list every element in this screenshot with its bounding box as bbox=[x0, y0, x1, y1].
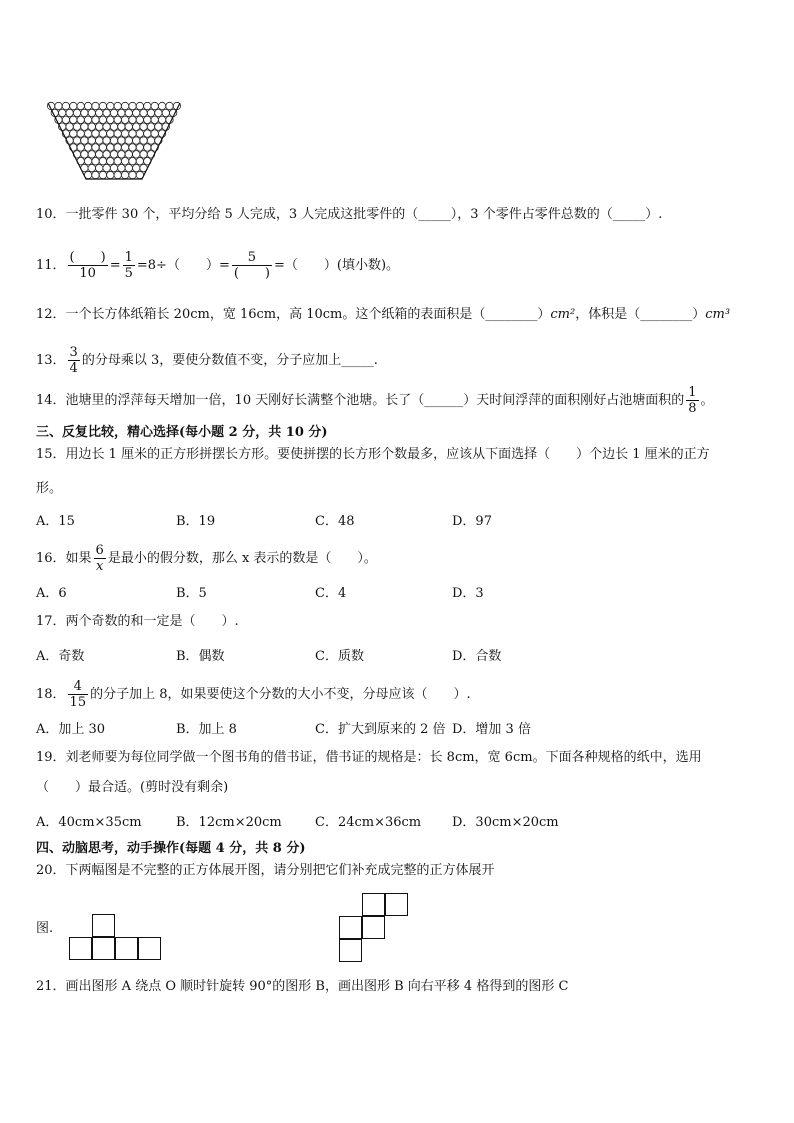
question-15-line1: 15．用边长 1 厘米的正方形拼摆长方形。要使拼摆的长方形个数最多，应该从下面选择（ ）个边长 1 厘米的正方 bbox=[36, 447, 710, 462]
question-17: 17．两个奇数的和一定是（ ）. bbox=[36, 614, 239, 629]
pipe-circle bbox=[96, 151, 103, 158]
pipe-circle bbox=[70, 116, 77, 123]
pipe-circle bbox=[62, 116, 69, 123]
net2-square bbox=[339, 939, 362, 962]
pipe-circle bbox=[96, 123, 103, 130]
pipe-circle bbox=[62, 102, 69, 109]
pipe-circle bbox=[92, 102, 99, 109]
pipe-circle bbox=[73, 109, 80, 116]
stacked-pipes-figure bbox=[46, 100, 182, 182]
q15-option-d: D．97 bbox=[452, 514, 492, 529]
net1-square bbox=[92, 937, 115, 960]
pipe-circle bbox=[81, 123, 88, 130]
q11-number: 11． bbox=[36, 258, 66, 273]
pipe-circle bbox=[114, 144, 121, 151]
net2-square bbox=[362, 893, 385, 916]
pipe-circle bbox=[81, 137, 88, 144]
q17-option-d: D．合数 bbox=[452, 649, 502, 664]
pipe-circle bbox=[133, 109, 140, 116]
pipe-circle bbox=[99, 116, 106, 123]
pipe-circle bbox=[66, 109, 73, 116]
q16-option-b: B．5 bbox=[176, 586, 207, 601]
pipe-circle bbox=[88, 137, 95, 144]
section-4-heading: 四、动脑思考，动手操作(每题 4 分，共 8 分) bbox=[36, 841, 306, 856]
pipe-circle bbox=[158, 116, 165, 123]
question-14: 14．池塘里的浮萍每天增加一倍，10 天刚好长满整个池塘。长了（______）天时间浮萍的面积刚好占池塘面积的 $\frac{1}{8}$ 。 bbox=[36, 385, 714, 416]
pipe-circle bbox=[121, 158, 128, 165]
question-16: 16．如果 $\frac{6}{x}$ 是最小的假分数，那么 x 表示的数是（ ）。 bbox=[36, 543, 377, 574]
pipe-circle bbox=[96, 164, 103, 171]
question-20-line2: 图. bbox=[36, 921, 54, 936]
pipe-circle bbox=[118, 137, 125, 144]
net2-square bbox=[339, 916, 362, 939]
pipe-circle bbox=[110, 109, 117, 116]
pipe-circle bbox=[107, 158, 114, 165]
pipe-circle bbox=[88, 109, 95, 116]
pipe-circle bbox=[59, 109, 66, 116]
q19-option-c: C．24cm×36cm bbox=[315, 815, 422, 830]
pipe-circle bbox=[99, 171, 106, 178]
pipe-circle bbox=[107, 171, 114, 178]
pipe-circle bbox=[73, 137, 80, 144]
pipe-circle bbox=[88, 123, 95, 130]
pipe-circle bbox=[129, 144, 136, 151]
question-11: 11． $\frac{( )}{10}$ = $\frac{1}{5}$ =8÷（ ）= $\frac{5}{( )}$ =（ ）(填小数)。 bbox=[36, 250, 400, 281]
pipe-circle bbox=[121, 171, 128, 178]
question-21: 21．画出图形 A 绕点 O 顺时针旋转 90°的图形 B，画出图形 B 向右平移 4 格得到的图形 C bbox=[36, 979, 569, 994]
pipe-circle bbox=[151, 102, 158, 109]
pipe-circle bbox=[136, 116, 143, 123]
pipe-circle bbox=[103, 164, 110, 171]
pipe-circle bbox=[99, 144, 106, 151]
fraction-5-over-blank: $\frac{5}{( )}$ bbox=[233, 250, 270, 281]
pipe-circle bbox=[114, 130, 121, 137]
q16-option-c: C．4 bbox=[315, 586, 347, 601]
pipe-circle bbox=[133, 164, 140, 171]
pipe-circle bbox=[144, 102, 151, 109]
pipe-circle bbox=[99, 130, 106, 137]
fraction-3-4: $\frac{3}{4}$ bbox=[69, 345, 78, 376]
pipe-circle bbox=[125, 123, 132, 130]
pipe-circle bbox=[129, 116, 136, 123]
pipe-circle bbox=[110, 151, 117, 158]
pipe-circle bbox=[103, 137, 110, 144]
pipe-circle bbox=[99, 102, 106, 109]
pipe-circle bbox=[114, 116, 121, 123]
pipe-circle bbox=[107, 102, 114, 109]
pipe-circle bbox=[147, 137, 154, 144]
pipe-circle bbox=[66, 123, 73, 130]
pipe-circle bbox=[136, 144, 143, 151]
pipe-circle bbox=[155, 109, 162, 116]
pipe-circle bbox=[92, 171, 99, 178]
pipe-circle bbox=[151, 130, 158, 137]
pipe-circle bbox=[77, 144, 84, 151]
pipe-circle bbox=[77, 116, 84, 123]
pipe-circle bbox=[77, 102, 84, 109]
pipe-circle bbox=[121, 130, 128, 137]
fraction-4-15: $\frac{4}{15}$ bbox=[69, 679, 87, 710]
section-3-heading: 三、反复比较，精心选择(每小题 2 分，共 10 分) bbox=[36, 425, 328, 440]
question-19-line2: （ ）最合适。(剪时没有剩余) bbox=[36, 780, 229, 795]
pipe-circle bbox=[144, 130, 151, 137]
pipe-circle bbox=[84, 130, 91, 137]
pipe-circle bbox=[121, 144, 128, 151]
q18-option-b: B．加上 8 bbox=[176, 722, 237, 737]
fraction-6-x: $\frac{6}{x}$ bbox=[95, 543, 104, 574]
net1-square bbox=[138, 937, 161, 960]
pipe-circle bbox=[133, 151, 140, 158]
pipe-circle bbox=[110, 164, 117, 171]
pipe-circle bbox=[140, 109, 147, 116]
q18-option-a: A．加上 30 bbox=[36, 722, 106, 737]
q17-option-b: B．偶数 bbox=[176, 649, 225, 664]
pipe-circle bbox=[84, 158, 91, 165]
pipe-circle bbox=[81, 151, 88, 158]
pipe-circle bbox=[166, 102, 173, 109]
pipe-circle bbox=[162, 109, 169, 116]
pipe-circle bbox=[92, 144, 99, 151]
pipe-circle bbox=[118, 123, 125, 130]
q19-option-b: B．12cm×20cm bbox=[176, 815, 282, 830]
pipe-circle bbox=[110, 123, 117, 130]
pipe-circle bbox=[118, 109, 125, 116]
question-10: 10．一批零件 30 个，平均分给 5 人完成，3 人完成这批零件的（_____），3 个零件占零件总数的（_____）. bbox=[36, 207, 663, 222]
pipe-circle bbox=[107, 130, 114, 137]
net2-square bbox=[362, 916, 385, 939]
pipe-circle bbox=[103, 123, 110, 130]
q19-option-d: D．30cm×20cm bbox=[452, 815, 559, 830]
pipe-circle bbox=[88, 151, 95, 158]
pipe-circle bbox=[151, 116, 158, 123]
pipe-circle bbox=[114, 102, 121, 109]
pipe-circle bbox=[140, 123, 147, 130]
pipe-circle bbox=[92, 158, 99, 165]
pipe-circle bbox=[107, 144, 114, 151]
q17-option-a: A．奇数 bbox=[36, 649, 85, 664]
q17-option-c: C．质数 bbox=[315, 649, 364, 664]
pipe-circle bbox=[133, 137, 140, 144]
q15-option-c: C．48 bbox=[315, 514, 355, 529]
pipe-circle bbox=[103, 151, 110, 158]
pipe-circle bbox=[103, 109, 110, 116]
pipe-circle bbox=[129, 102, 136, 109]
pipe-circle bbox=[136, 130, 143, 137]
pipe-circle bbox=[92, 116, 99, 123]
pipe-circle bbox=[140, 151, 147, 158]
pipe-circle bbox=[133, 123, 140, 130]
net1-square bbox=[69, 937, 92, 960]
question-15-line2: 形。 bbox=[36, 481, 63, 496]
pipe-circle bbox=[136, 102, 143, 109]
question-13: 13． $\frac{3}{4}$ 的分母乘以 3，要使分数值不变，分子应加上_____. bbox=[36, 345, 378, 376]
q16-option-a: A．6 bbox=[36, 586, 67, 601]
pipe-circle bbox=[140, 137, 147, 144]
q15-option-a: A．15 bbox=[36, 514, 75, 529]
pipe-circle bbox=[155, 123, 162, 130]
q15-option-b: B．19 bbox=[176, 514, 216, 529]
pipe-circle bbox=[77, 130, 84, 137]
pipe-circle bbox=[84, 144, 91, 151]
pipe-circle bbox=[110, 137, 117, 144]
net2-square bbox=[385, 893, 408, 916]
question-20-line1: 20．下两幅图是不完整的正方体展开图，请分别把它们补充成完整的正方体展开 bbox=[36, 863, 495, 878]
pipe-circle bbox=[158, 102, 165, 109]
pipe-circle bbox=[92, 130, 99, 137]
pipe-circle bbox=[129, 130, 136, 137]
pipe-circle bbox=[121, 102, 128, 109]
pipe-circle bbox=[147, 123, 154, 130]
pipe-circle bbox=[125, 151, 132, 158]
pipe-circle bbox=[81, 109, 88, 116]
pipe-circle bbox=[114, 171, 121, 178]
question-19-line1: 19．刘老师要为每位同学做一个图书角的借书证，借书证的规格是：长 8cm，宽 6cm。下面各种规格的纸中，选用 bbox=[36, 750, 702, 765]
pipe-circle bbox=[125, 137, 132, 144]
q18-option-c: C．扩大到原来的 2 倍 bbox=[315, 722, 446, 737]
fraction-1-8: $\frac{1}{8}$ bbox=[688, 385, 697, 416]
pipe-circle bbox=[118, 164, 125, 171]
q18-option-d: D．增加 3 倍 bbox=[452, 722, 531, 737]
pipe-circle bbox=[70, 130, 77, 137]
fraction-1-5: $\frac{1}{5}$ bbox=[124, 250, 133, 281]
pipe-circle bbox=[125, 109, 132, 116]
pipe-circle bbox=[73, 123, 80, 130]
fraction-blank-over-10: $\frac{( )}{10}$ bbox=[69, 250, 106, 281]
pipe-circle bbox=[147, 109, 154, 116]
pipe-circle bbox=[136, 158, 143, 165]
pipe-circle bbox=[125, 164, 132, 171]
pipe-circle bbox=[144, 144, 151, 151]
pipe-circle bbox=[144, 116, 151, 123]
pipe-circle bbox=[129, 158, 136, 165]
pipe-circle bbox=[99, 158, 106, 165]
pipe-circle bbox=[55, 102, 62, 109]
pipe-circle bbox=[118, 151, 125, 158]
pipe-circle bbox=[96, 109, 103, 116]
net1-square bbox=[92, 914, 115, 937]
q19-option-a: A．40cm×35cm bbox=[36, 815, 142, 830]
pipe-circle bbox=[114, 158, 121, 165]
pipe-circle bbox=[84, 102, 91, 109]
q16-option-d: D．3 bbox=[452, 586, 484, 601]
pipe-circle bbox=[70, 102, 77, 109]
net1-square bbox=[115, 937, 138, 960]
pipe-circle bbox=[96, 137, 103, 144]
question-12: 12．一个长方体纸箱长 20cm，宽 16cm，高 10cm。这个纸箱的表面积是（________）cm²，体积是（________）cm³ bbox=[36, 307, 731, 322]
pipe-circle bbox=[88, 164, 95, 171]
pipe-circle bbox=[129, 171, 136, 178]
pipe-circle bbox=[107, 116, 114, 123]
pipe-circle bbox=[121, 116, 128, 123]
pipe-circle bbox=[84, 116, 91, 123]
question-18: 18． $\frac{4}{15}$ 的分子加上 8，如果要使这个分数的大小不变，分母应该（ ）. bbox=[36, 679, 471, 710]
